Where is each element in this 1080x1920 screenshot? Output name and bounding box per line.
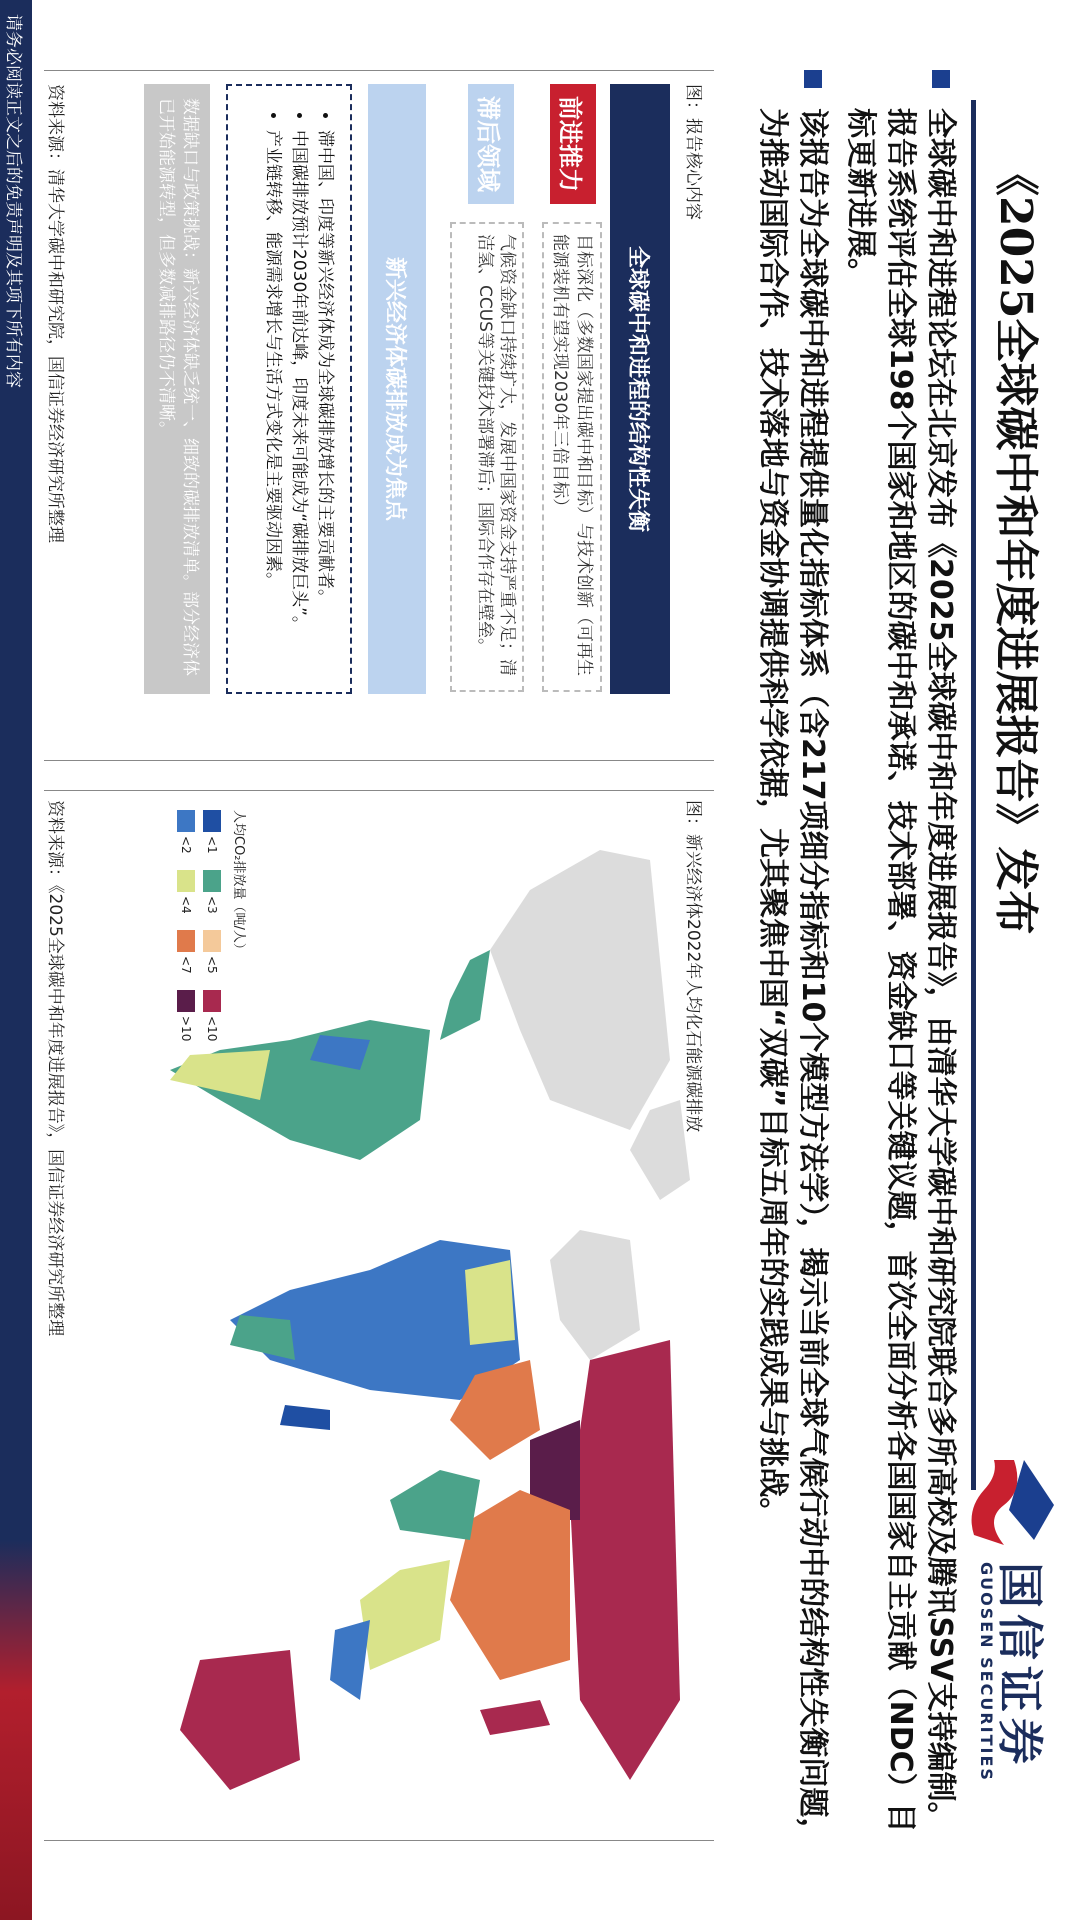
- divider: [44, 790, 714, 791]
- legend-swatch: [177, 870, 195, 892]
- left-figure-caption: 图：报告核心内容: [683, 84, 703, 220]
- advance-label: 前进推力: [550, 84, 596, 204]
- bullet-square-icon: [932, 70, 950, 88]
- bullet-2: [752, 108, 832, 1848]
- legend-item: [173, 870, 199, 930]
- title-rule: [971, 100, 976, 1490]
- divider: [44, 70, 714, 71]
- legend-item: [199, 930, 225, 990]
- legend-swatch: [203, 810, 221, 832]
- advance-text: 目标深化（多数国家提出碳中和目标）与技术创新（可再生能源装机有望实现2030年三倍目标）: [542, 222, 602, 692]
- divider: [44, 760, 714, 761]
- footer-accent: [0, 1540, 32, 1920]
- structural-imbalance-header: 全球碳中和进程的结构性失衡: [610, 84, 670, 694]
- map-legend: [173, 810, 250, 1050]
- brand-logo: [954, 1450, 1064, 1880]
- legend-label: <7: [179, 956, 193, 974]
- legend-label: >10: [179, 1016, 193, 1042]
- legend-item: [199, 990, 225, 1050]
- legend-label: <3: [205, 896, 219, 914]
- guosen-logo-icon: [964, 1450, 1064, 1550]
- emerging-point: • 中国碳排放预计2030年前达峰，印度未来可能成为“碳排放巨头”。: [286, 130, 312, 680]
- legend-swatch: [203, 870, 221, 892]
- legend-item: [199, 870, 225, 930]
- legend-item: [173, 810, 199, 870]
- bullet-1: [840, 108, 960, 1848]
- page-title: 《2025全球碳中和年度进展报告》发布: [990, 152, 1041, 935]
- brand-name-en: GUOSEN SECURITIES: [977, 1562, 996, 1782]
- legend-label: <2: [179, 836, 193, 854]
- lag-text: 气候资金缺口持续扩大，发展中国家资金支持严重不足；清洁氢、CCUS等关键技术部署滞后；国际合作存在壁垒。: [450, 222, 524, 692]
- legend-label: <5: [205, 956, 219, 974]
- emerging-point: • 滞中国、印度等新兴经济体成为全球碳排放增长的主要贡献者。: [312, 130, 338, 680]
- bullet-2-text: 该报告为全球碳中和进程提供量化指标体系（含217项细分指标和10个模型方法学），揭示当前全球气候行动中的结构性失衡问题，为推动国际合作、技术落地与资金协调提供科学依据，尤其聚焦中国“双碳”目标五周年的实践成果与挑战。: [755, 108, 830, 1848]
- emerging-economies-header: 新兴经济体碳排放成为焦点: [368, 84, 426, 694]
- legend-swatch: [177, 930, 195, 952]
- legend-item: [199, 810, 225, 870]
- right-figure-source: 资料来源：《2025全球碳中和年度进展报告》，国信证券经济研究所整理: [45, 800, 65, 1337]
- legend-swatch: [177, 990, 195, 1012]
- brand-name-cn: 国信证券: [993, 1562, 1047, 1770]
- legend-swatch: [177, 810, 195, 832]
- legend-label: <4: [179, 896, 193, 914]
- legend-label: <10: [205, 1016, 219, 1042]
- world-emission-map: [60, 800, 690, 1820]
- emerging-points-box: [226, 84, 352, 694]
- divider: [44, 1840, 714, 1841]
- legend-item: [173, 990, 199, 1050]
- lag-label: 滞后领域: [468, 84, 514, 204]
- bullet-square-icon: [804, 70, 822, 88]
- right-figure-caption: 图：新兴经济体2022年人均化石能源碳排放: [683, 800, 703, 1133]
- legend-swatch: [203, 990, 221, 1012]
- legend-label: <1: [205, 836, 219, 854]
- footer-disclaimer: 请务必阅读正文之后的免责声明及其项下所有内容: [3, 14, 23, 388]
- left-figure-source: 资料来源：清华大学碳中和研究院，国信证券经济研究所整理: [45, 84, 65, 543]
- legend-title: 人均CO₂排放量（吨/人）: [231, 810, 246, 956]
- emerging-point: • 产业链转移、能源需求增长与生活方式变化是主要驱动因素。: [260, 130, 286, 680]
- bullet-1-text: 全球碳中和进程论坛在北京发布《2025全球碳中和年度进展报告》，由清华大学碳中和研究院联合多所高校及腾讯SSV支持编制。报告系统评估全球198个国家和地区的碳中和承诺、技术部署、资金缺口等关键议题，首次全面分析各国国家自主贡献（NDC）目标更新进展。: [843, 108, 958, 1833]
- legend-swatch: [203, 930, 221, 952]
- data-gap-note: 数据缺口与政策挑战：新兴经济体缺乏统一、细致的碳排放清单。部分经济体已开始能源转型，但多数减排路径仍不清晰。: [144, 84, 210, 694]
- legend-item: [173, 930, 199, 990]
